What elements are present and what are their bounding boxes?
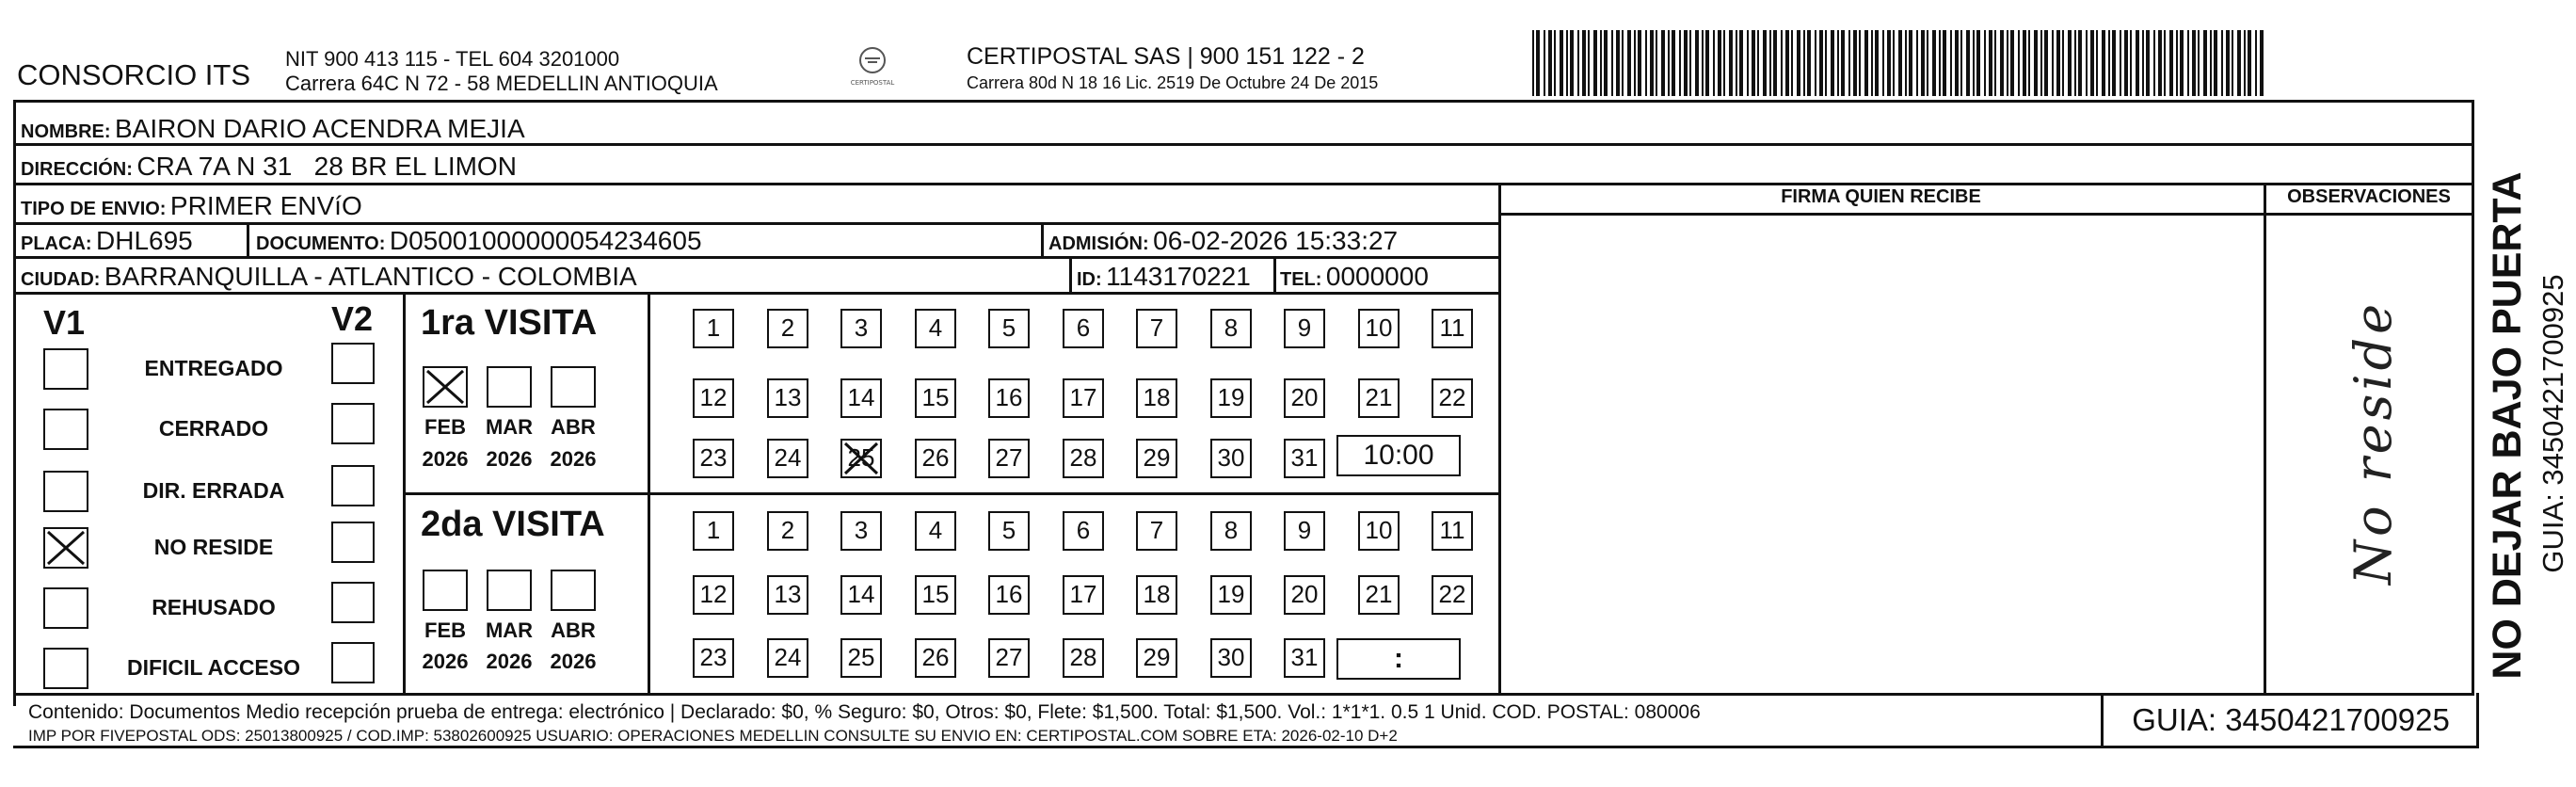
day-box[interactable]	[988, 439, 1030, 478]
documento-label: DOCUMENTO:	[256, 233, 386, 254]
month-label: MAR	[485, 415, 534, 439]
row-line-2	[13, 183, 2472, 185]
tipo-row	[21, 191, 362, 221]
footer-contenido: Contenido: Documentos Medio recepción prueba de entrega: electrónico | Declarado: $0, % Seguro: $0, Otros: $0, Flete: $1,500. Total: $1,500. Vol.: 1*1*1. 0.5 1 Unid. COD. POSTAL: 080006	[28, 701, 1701, 723]
nombre-row	[21, 114, 525, 144]
day-number: 31	[1290, 443, 1319, 472]
day-number: 5	[1001, 516, 1016, 544]
status-label: ENTREGADO	[144, 356, 283, 380]
year-label: 2026	[550, 650, 597, 673]
form-left-border	[13, 100, 16, 706]
v2-label: V2	[331, 299, 374, 338]
company-name: CONSORCIO ITS	[17, 58, 251, 91]
day-number: 26	[921, 643, 950, 671]
day-number: 11	[1439, 313, 1465, 342]
day-box[interactable]	[840, 575, 882, 615]
day-number: 15	[921, 580, 950, 608]
day-box[interactable]	[1136, 309, 1177, 348]
day-box[interactable]	[915, 575, 956, 615]
day-number: 10	[1365, 516, 1393, 544]
col-doc-adm	[1041, 222, 1044, 258]
day-box[interactable]	[767, 575, 808, 615]
v2-checkbox[interactable]	[331, 403, 375, 444]
tel-value: 0000000	[1325, 262, 1429, 291]
day-box[interactable]	[1284, 378, 1325, 418]
ciudad-row	[21, 262, 637, 292]
carrier-name: CERTIPOSTAL SAS | 900 151 122 - 2	[967, 43, 1365, 70]
day-number: 6	[1076, 516, 1091, 544]
day-box[interactable]	[767, 378, 808, 418]
day-number: 4	[928, 313, 943, 342]
day-number: 28	[1069, 643, 1097, 671]
day-box[interactable]	[1136, 378, 1177, 418]
id-row	[1077, 262, 1251, 292]
day-number: 31	[1290, 643, 1319, 671]
day-number: 25	[847, 643, 875, 671]
month-checkbox[interactable]	[423, 366, 468, 408]
day-number: 6	[1076, 313, 1091, 342]
day-box[interactable]	[767, 439, 808, 478]
tipo-value: PRIMER ENVíO	[169, 191, 362, 220]
day-number: 12	[699, 383, 728, 411]
day-number: 21	[1365, 383, 1393, 411]
day-box[interactable]	[767, 511, 808, 551]
day-box[interactable]	[1136, 638, 1177, 678]
day-number: 19	[1217, 383, 1245, 411]
day-number: 12	[699, 580, 728, 608]
v1-checkbox[interactable]	[43, 471, 88, 512]
day-box[interactable]	[1284, 439, 1325, 478]
first-visit-time-value: 10:00	[1363, 440, 1434, 471]
month-checkbox[interactable]	[487, 570, 532, 611]
day-box[interactable]	[1136, 439, 1177, 478]
day-number: 20	[1290, 580, 1319, 608]
day-box[interactable]	[1063, 378, 1104, 418]
day-box[interactable]	[840, 511, 882, 551]
v1-label: V1	[43, 303, 86, 342]
placa-row	[21, 226, 193, 256]
day-number: 16	[995, 580, 1023, 608]
v2-checkbox[interactable]	[331, 522, 375, 563]
day-box[interactable]	[1284, 309, 1325, 348]
month-label: MAR	[485, 618, 534, 642]
tipo-label: TIPO DE ENVIO:	[21, 199, 167, 219]
direccion-row	[21, 152, 517, 182]
day-box[interactable]	[1210, 378, 1252, 418]
company-address: Carrera 64C N 72 - 58 MEDELLIN ANTIOQUIA	[285, 72, 718, 95]
day-box[interactable]	[693, 439, 734, 478]
day-box[interactable]	[915, 638, 956, 678]
checked-cross-icon	[45, 529, 87, 571]
day-number: 25	[847, 443, 875, 472]
placa-value: DHL695	[96, 226, 193, 255]
header-row-right	[1498, 213, 2472, 216]
svg-text:CERTIPOSTAL: CERTIPOSTAL	[850, 79, 895, 87]
second-visit-label: 2da VISITA	[421, 505, 605, 544]
v2-checkbox[interactable]	[331, 465, 375, 506]
checked-cross-icon	[424, 368, 466, 410]
day-box[interactable]	[1063, 575, 1104, 615]
day-number: 3	[854, 313, 869, 342]
tel-label: TEL:	[1280, 269, 1322, 290]
tel-row	[1280, 262, 1429, 292]
day-box[interactable]	[767, 309, 808, 348]
second-visit-time[interactable]	[1336, 638, 1461, 680]
v2-checkbox[interactable]	[331, 343, 375, 384]
day-number: 23	[699, 443, 728, 472]
direccion-label: DIRECCIÓN:	[21, 159, 133, 180]
month-label: ABR	[551, 415, 596, 439]
day-box[interactable]	[693, 309, 734, 348]
side-warning: NO DEJAR BAJO PUERTA	[2485, 171, 2530, 680]
day-box[interactable]	[915, 378, 956, 418]
day-box[interactable]	[693, 638, 734, 678]
direccion-value: CRA 7A N 31 28 BR EL LIMON	[136, 152, 517, 181]
day-box[interactable]	[1063, 638, 1104, 678]
day-box[interactable]	[988, 511, 1030, 551]
day-box[interactable]	[1210, 511, 1252, 551]
day-number: 18	[1143, 580, 1171, 608]
ciudad-label: CIUDAD:	[21, 269, 101, 290]
day-box[interactable]	[1432, 511, 1473, 551]
month-checkbox[interactable]	[551, 570, 596, 611]
footer-bottom-border	[13, 746, 2479, 748]
year-label: 2026	[486, 650, 533, 673]
v1-checkbox[interactable]	[43, 409, 88, 450]
day-box[interactable]	[1063, 309, 1104, 348]
admision-row	[1048, 226, 1398, 256]
v2-checkbox[interactable]	[331, 642, 375, 683]
v1-checkbox[interactable]	[43, 527, 88, 569]
day-box[interactable]	[988, 309, 1030, 348]
day-box[interactable]	[1284, 638, 1325, 678]
id-label: ID:	[1077, 269, 1102, 290]
placa-label: PLACA:	[21, 233, 92, 254]
v1-checkbox[interactable]	[43, 648, 88, 689]
day-box[interactable]	[1358, 575, 1400, 615]
second-visit-time-value: :	[1394, 643, 1403, 674]
documento-row	[256, 226, 702, 256]
day-box[interactable]	[693, 511, 734, 551]
day-number: 2	[780, 516, 795, 544]
barcode	[1532, 30, 2266, 96]
col-id-tel	[1273, 256, 1276, 292]
observaciones-header: OBSERVACIONES	[2287, 186, 2451, 207]
day-number: 1	[706, 313, 721, 342]
status-label: DIR. ERRADA	[142, 478, 285, 503]
col-placa-doc	[247, 222, 249, 258]
carrier-address: Carrera 80d N 18 16 Lic. 2519 De Octubre 24 De 2015	[967, 73, 1379, 92]
day-number: 29	[1143, 443, 1171, 472]
day-box[interactable]	[693, 378, 734, 418]
day-box[interactable]	[1358, 378, 1400, 418]
day-number: 17	[1069, 580, 1097, 608]
col-obs-left	[2264, 183, 2266, 693]
form-right-border	[2472, 183, 2474, 693]
day-number: 14	[847, 383, 875, 411]
day-number: 18	[1143, 383, 1171, 411]
day-number: 4	[928, 516, 943, 544]
day-box[interactable]	[1210, 309, 1252, 348]
day-box[interactable]	[988, 638, 1030, 678]
footer-imp: IMP POR FIVEPOSTAL ODS: 25013800925 / COD.IMP: 53802600925 USUARIO: OPERACIONES MEDELLIN CONSULTE SU ENVIO EN: CERTIPOSTAL.COM SOBRE ETA: 2026-02-10 D+2	[28, 727, 1398, 745]
footer-guia-sep	[2101, 693, 2104, 747]
day-number: 21	[1365, 580, 1393, 608]
day-number: 7	[1149, 516, 1164, 544]
day-box[interactable]	[1210, 638, 1252, 678]
day-box[interactable]	[1136, 575, 1177, 615]
day-number: 2	[780, 313, 795, 342]
day-box[interactable]	[693, 575, 734, 615]
day-number: 9	[1297, 313, 1312, 342]
month-checkbox[interactable]	[551, 366, 596, 408]
nombre-label: NOMBRE:	[21, 121, 111, 142]
first-visit-label: 1ra VISITA	[421, 303, 598, 343]
day-number: 30	[1217, 643, 1245, 671]
day-box[interactable]	[915, 309, 956, 348]
day-number: 19	[1217, 580, 1245, 608]
day-box[interactable]	[1432, 309, 1473, 348]
status-label: REHUSADO	[152, 595, 276, 619]
day-number: 26	[921, 443, 950, 472]
col-firma-left	[1498, 183, 1501, 693]
day-number: 20	[1290, 383, 1319, 411]
day-box[interactable]	[840, 309, 882, 348]
day-number: 17	[1069, 383, 1097, 411]
month-label: FEB	[424, 415, 466, 439]
day-box[interactable]	[1063, 439, 1104, 478]
nombre-value: BAIRON DARIO ACENDRA MEJIA	[115, 114, 525, 143]
status-label: NO RESIDE	[153, 535, 274, 559]
year-label: 2026	[550, 447, 597, 471]
admision-label: ADMISIÓN:	[1048, 233, 1149, 254]
status-label: DIFICIL ACCESO	[126, 655, 300, 680]
side-guia: GUIA: 3450421700925	[2536, 274, 2569, 573]
day-number: 22	[1438, 580, 1466, 608]
row-line-5	[13, 292, 1498, 295]
year-label: 2026	[422, 650, 469, 673]
documento-value: D05001000000054234605	[389, 226, 702, 255]
day-number: 27	[995, 443, 1023, 472]
day-box[interactable]	[915, 511, 956, 551]
month-checkbox[interactable]	[423, 570, 468, 611]
side-guia-area	[2535, 169, 2572, 678]
month-label: ABR	[551, 618, 596, 642]
day-number: 28	[1069, 443, 1097, 472]
v2-checkbox[interactable]	[331, 582, 375, 623]
day-number: 9	[1297, 516, 1312, 544]
id-value: 1143170221	[1106, 262, 1251, 291]
day-box[interactable]	[1284, 575, 1325, 615]
day-number: 27	[995, 643, 1023, 671]
v1-checkbox[interactable]	[43, 348, 88, 390]
day-number: 3	[854, 516, 869, 544]
day-box[interactable]	[840, 439, 882, 478]
firma-header: FIRMA QUIEN RECIBE	[1781, 186, 1981, 207]
day-number: 24	[774, 643, 802, 671]
day-number: 15	[921, 383, 950, 411]
day-box[interactable]	[1063, 511, 1104, 551]
observation-handwriting	[2287, 245, 2447, 640]
row-line-3	[13, 222, 1498, 225]
day-box[interactable]	[1210, 575, 1252, 615]
form-bottom-border	[13, 693, 2474, 696]
year-label: 2026	[422, 447, 469, 471]
admision-value: 06-02-2026 15:33:27	[1153, 226, 1399, 255]
company-nit: NIT 900 413 115 - TEL 604 3201000	[285, 47, 620, 71]
day-box[interactable]	[915, 439, 956, 478]
ciudad-value: BARRANQUILLA - ATLANTICO - COLOMBIA	[104, 262, 637, 291]
day-box[interactable]	[767, 638, 808, 678]
row-visit-split	[403, 492, 1498, 495]
day-box[interactable]	[1432, 378, 1473, 418]
month-checkbox[interactable]	[487, 366, 532, 408]
observation-text: No reside	[2344, 299, 2403, 586]
day-box[interactable]	[1358, 309, 1400, 348]
day-number: 16	[995, 383, 1023, 411]
col-ciudad-id	[1069, 256, 1072, 292]
day-box[interactable]	[1284, 511, 1325, 551]
day-number: 23	[699, 643, 728, 671]
first-visit-time[interactable]	[1336, 435, 1461, 476]
form-right-border-top	[2472, 100, 2474, 183]
v1-checkbox[interactable]	[43, 587, 88, 629]
day-number: 1	[706, 516, 721, 544]
day-number: 22	[1438, 383, 1466, 411]
day-number: 30	[1217, 443, 1245, 472]
day-number: 8	[1224, 516, 1239, 544]
form-top-border	[13, 100, 2472, 103]
day-box[interactable]	[1136, 511, 1177, 551]
day-number: 11	[1439, 516, 1465, 544]
side-warning-area	[2478, 124, 2536, 727]
day-number: 5	[1001, 313, 1016, 342]
status-label: CERRADO	[158, 416, 269, 441]
month-label: FEB	[424, 618, 466, 642]
day-number: 7	[1149, 313, 1164, 342]
day-number: 24	[774, 443, 802, 472]
day-number: 13	[774, 383, 802, 411]
day-box[interactable]	[1210, 439, 1252, 478]
day-box[interactable]	[840, 378, 882, 418]
day-box[interactable]	[840, 638, 882, 678]
day-box[interactable]	[988, 575, 1030, 615]
day-box[interactable]	[1358, 511, 1400, 551]
day-box[interactable]	[988, 378, 1030, 418]
day-number: 14	[847, 580, 875, 608]
certipostal-logo-icon	[847, 41, 898, 92]
day-number: 8	[1224, 313, 1239, 342]
day-box[interactable]	[1432, 575, 1473, 615]
day-number: 29	[1143, 643, 1171, 671]
footer-guia: GUIA: 3450421700925	[2132, 702, 2450, 737]
year-label: 2026	[486, 447, 533, 471]
day-number: 10	[1365, 313, 1393, 342]
day-number: 13	[774, 580, 802, 608]
